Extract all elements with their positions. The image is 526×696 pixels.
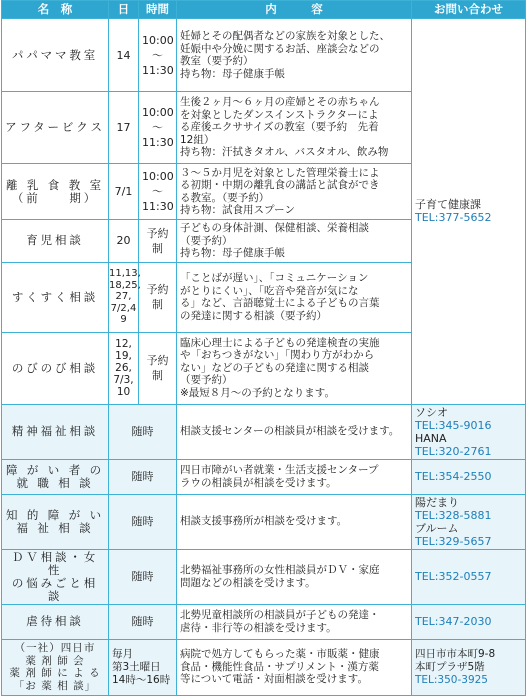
row-name: アフタービクス: [2, 92, 109, 164]
row-day: 11,13, 18,25, 27, 7/2,4 9: [109, 262, 139, 332]
row-name: すくすく相談: [2, 262, 109, 332]
row-schedule: 随時: [109, 549, 177, 604]
row-name: 精神福祉相談: [2, 404, 109, 459]
shared-contact: 子育て健康課 TEL:377-5652: [412, 19, 526, 405]
row-content: 病院で処方してもらった薬・市販薬・健康 食品・機能性食品・サプリメント・漢方薬 等について電話・対面相談を受けます。: [177, 639, 412, 695]
row-day: 14: [109, 19, 139, 92]
row-day: 7/1: [109, 164, 139, 220]
row-content: 北勢福祉事務所の女性相談員がＤＶ・家庭 問題などの相談を受けます。: [177, 549, 412, 604]
row-name: 虐待相談: [2, 604, 109, 639]
row-name: 知 的 障 が い 福 祉 相 談: [2, 494, 109, 549]
row-time: 予約制: [139, 262, 177, 332]
row-content: 子どもの身体計測、保健相談、栄養相談 （要予約） 持ち物：母子健康手帳: [177, 220, 412, 263]
table-row: [2, 19, 526, 92]
row-day: 17: [109, 92, 139, 164]
row-content: 相談支援事務所が相談を受けます。: [177, 494, 412, 549]
row-content: 臨床心理士による子どもの発達検査の実施 や「おちつきがない」「関わり方がわから ない」などの子どもの発達に関する相談 （要予約） ※最短８月〜の予約となります。: [177, 332, 412, 404]
row-name: ＤＶ相談・女性 の悩みごと相談: [2, 549, 109, 604]
row-contact: 四日市市本町9-8 本町プラザ5階 TEL:350-3925: [412, 639, 526, 695]
header-contact: お問い合わせ: [412, 1, 526, 19]
row-content: 妊婦とその配偶者などの家族を対象とした、 妊娠中や分娩に関するお話、座談会などの 教室（要予約） 持ち物：母子健康手帳: [177, 19, 412, 92]
row-name: 障 が い 者 の 就 職 相 談: [2, 459, 109, 494]
row-time: 10:00 〜 11:30: [139, 92, 177, 164]
row-contact: ソシオ TEL:345-9016 HANA TEL:320-2761: [412, 404, 526, 459]
row-content: 四日市障がい者就業・生活支援センタープ ラウの相談員が相談を受けます。: [177, 459, 412, 494]
header-time: 時間: [139, 1, 177, 19]
row-time: 予約制: [139, 220, 177, 263]
consultation-table: [1, 0, 526, 696]
table-row: [2, 404, 526, 459]
row-name: のびのび相談: [2, 332, 109, 404]
row-time: 10:00 〜 11:30: [139, 164, 177, 220]
table-row: [2, 604, 526, 639]
row-contact: TEL:352-0557: [412, 549, 526, 604]
row-content: 相談支援センターの相談員が相談を受けます。: [177, 404, 412, 459]
table-row: [2, 549, 526, 604]
row-name: （一社）四日市 薬 剤 師 会 薬 剤 師 に よ る 「お 薬 相 談」: [2, 639, 109, 695]
table-row: [2, 494, 526, 549]
row-name: 離 乳 食 教 室 （前 期）: [2, 164, 109, 220]
header-day: 日: [109, 1, 139, 19]
header-row: [2, 1, 526, 19]
row-contact: 陽だまり TEL:328-5881 ブルーム TEL:329-5657: [412, 494, 526, 549]
row-schedule: 随時: [109, 404, 177, 459]
row-content: 北勢児童相談所の相談員が子どもの発達・ 虐待・非行等の相談を受けます。: [177, 604, 412, 639]
row-time: 10:00 〜 11:30: [139, 19, 177, 92]
row-name: パパママ教室: [2, 19, 109, 92]
row-schedule: 毎月 第3土曜日 14時〜16時: [109, 639, 177, 695]
row-time: 予約制: [139, 332, 177, 404]
row-day: 12, 19, 26, 7/3, 10: [109, 332, 139, 404]
row-contact: TEL:347-2030: [412, 604, 526, 639]
row-schedule: 随時: [109, 459, 177, 494]
table-row: [2, 639, 526, 695]
row-name: 育児相談: [2, 220, 109, 263]
header-name: 名 称: [2, 1, 109, 19]
row-contact: TEL:354-2550: [412, 459, 526, 494]
header-content: 内 容: [177, 1, 412, 19]
table-row: [2, 459, 526, 494]
row-content: 「ことばが遅い」、「コミュニケーション がとりにくい」、「吃音や発音が気にな る」など、言語聴覚士による子どもの言葉 の発達に関する相談（要予約）: [177, 262, 412, 332]
row-content: 生後２ヶ月〜６ヶ月の産婦とその赤ちゃん を対象としたダンスインストラクターによ る産後エクササイズの教室（要予約 先着 12組） 持ち物：汗拭きタオル、バスタオル、飲み物: [177, 92, 412, 164]
row-schedule: 随時: [109, 494, 177, 549]
row-day: 20: [109, 220, 139, 263]
row-content: ３〜５か月児を対象とした管理栄養士によ る初期・中期の離乳食の講話と試食ができ る教室。（要予約） 持ち物：試食用スプーン: [177, 164, 412, 220]
row-schedule: 随時: [109, 604, 177, 639]
